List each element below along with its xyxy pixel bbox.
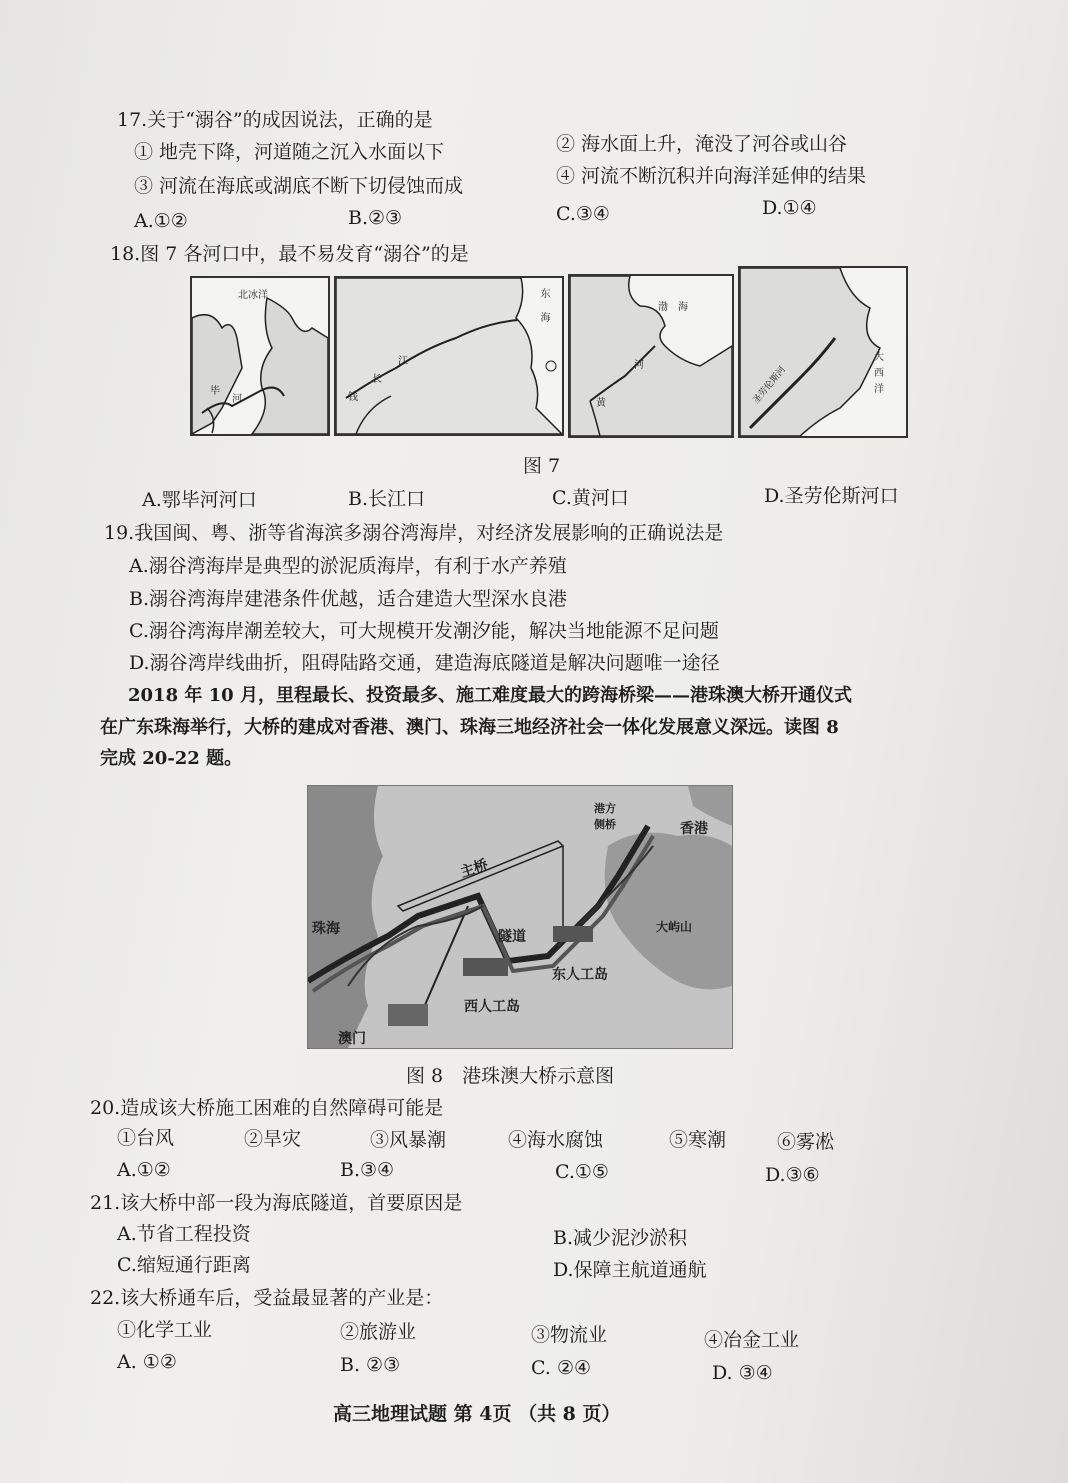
q19-option-b: B.溺谷湾海岸建港条件优越，适合建造大型深水良港 [129, 588, 568, 610]
q20-option-b: B.③④ [340, 1159, 395, 1181]
q20-item-4: ④海水腐蚀 [508, 1129, 604, 1151]
map-yellow-river [568, 274, 734, 438]
q22-option-a: A. ①② [117, 1351, 177, 1373]
fig8-west-island-label: 西人工岛 [464, 999, 520, 1015]
fig8-hongkong-label: 香港 [680, 821, 708, 837]
q19-option-d: D.溺谷湾岸线曲折，阻碍陆路交通，建造海底隧道是解决问题唯一途径 [129, 652, 720, 674]
q22-option-b: B. ②③ [340, 1354, 401, 1376]
yangtze-map-drawing [336, 278, 562, 434]
q17-option-d: D.①④ [762, 197, 817, 219]
map2-river-label-2: 长 [372, 374, 382, 385]
q19-stem: 19.我国闽、粤、浙等省海滨多溺谷湾海岸，对经济发展影响的正确说法是 [104, 522, 724, 544]
map1-river-label-2: 河 [232, 394, 242, 405]
map4-sea-label-3: 洋 [874, 384, 884, 395]
fig8-macao-label: 澳门 [338, 1031, 366, 1047]
map1-river-label-1: 毕 [210, 386, 220, 397]
map3-sea-label-1: 渤 [658, 302, 668, 313]
fig8-dayushan-label: 大屿山 [656, 920, 693, 934]
map1-sea-label: 北冰洋 [238, 290, 268, 301]
q21-option-b: B.减少泥沙淤积 [553, 1227, 688, 1249]
map4-river-label: 圣劳伦斯河 [751, 365, 788, 406]
map-yangtze-river [334, 276, 564, 436]
figure-8-caption: 图 8 港珠澳大桥示意图 [406, 1065, 615, 1087]
q22-stem: 22.该大桥通车后，受益最显著的产业是： [90, 1287, 444, 1309]
map-st-lawrence-river [738, 266, 908, 438]
q17-statement-3: ③ 河流在海底或湖底不断下切侵蚀而成 [134, 175, 464, 197]
q20-option-a: A.①② [117, 1159, 171, 1181]
q22-item-2: ②旅游业 [340, 1321, 417, 1343]
map3-sea-label-2: 海 [678, 302, 688, 313]
map2-sea-label-2: 海 [538, 312, 549, 322]
map3-river-label-1: 河 [634, 360, 644, 371]
q22-option-c: C. ②④ [531, 1357, 592, 1379]
fig8-main-bridge-label: 主桥 [458, 857, 491, 881]
q17-stem: 17.关于“溺谷”的成因说法，正确的是 [117, 109, 433, 131]
fig8-hk-bridge-label-1: 港方 [594, 802, 616, 815]
q19-option-a: A.溺谷湾海岸是典型的淤泥质海岸，有利于水产养殖 [129, 555, 567, 577]
q20-option-d: D.③⑥ [765, 1164, 820, 1186]
q21-option-a: A.节省工程投资 [117, 1223, 251, 1245]
q22-item-4: ④冶金工业 [704, 1329, 800, 1351]
q17-statement-4: ④ 河流不断沉积并向海洋延伸的结果 [556, 165, 867, 187]
q18-option-b: B.长江口 [348, 488, 426, 510]
q17-statement-1: ① 地壳下降，河道随之沉入水面以下 [134, 141, 445, 163]
q20-item-1: ①台风 [117, 1127, 175, 1149]
fig8-zhuhai-label: 珠海 [312, 921, 340, 937]
fig8-tunnel-label: 隧道 [498, 929, 526, 945]
map2-sea-label-1: 东 [538, 288, 549, 298]
passage-line-3: 完成 20-22 题。 [100, 748, 243, 769]
q18-stem: 18.图 7 各河口中，最不易发育“溺谷”的是 [110, 243, 469, 265]
q18-option-a: A.鄂毕河河口 [142, 489, 257, 511]
map2-river-label-1: 江 [398, 356, 408, 367]
fig8-hk-bridge-label-2: 侧桥 [594, 818, 616, 831]
fig8-east-island-label: 东人工岛 [552, 967, 608, 983]
q20-item-2: ②旱灾 [244, 1128, 302, 1150]
q22-item-3: ③物流业 [531, 1324, 608, 1346]
page-footer: 高三地理试题 第 4页 （共 8 页） [333, 1403, 621, 1425]
q22-option-d: D. ③④ [712, 1362, 773, 1384]
figure-8-bridge-diagram [307, 785, 733, 1049]
ob-river-map-drawing [192, 278, 328, 434]
passage-line-2: 在广东珠海举行，大桥的建成对香港、澳门、珠海三地经济社会一体化发展意义深远。读图 8 [100, 717, 839, 738]
q21-option-c: C.缩短通行距离 [117, 1254, 251, 1276]
q20-item-3: ③风暴潮 [370, 1129, 447, 1151]
q20-option-c: C.①⑤ [555, 1161, 609, 1183]
q18-option-d: D.圣劳伦斯河口 [764, 485, 899, 507]
map3-river-label-2: 黄 [596, 398, 606, 409]
q21-option-d: D.保障主航道通航 [553, 1259, 707, 1281]
map4-sea-label-2: 西 [874, 368, 884, 379]
q17-option-c: C.③④ [556, 203, 610, 225]
q17-option-b: B.②③ [348, 207, 403, 229]
map4-sea-label-1: 大 [874, 352, 884, 363]
q20-stem: 20.造成该大桥施工困难的自然障碍可能是 [90, 1097, 444, 1119]
q20-item-5: ⑤寒潮 [669, 1129, 727, 1151]
map-ob-river [190, 276, 330, 436]
q17-statement-2: ② 海水面上升，淹没了河谷或山谷 [556, 133, 848, 155]
figure-7-caption: 图 7 [523, 455, 561, 477]
q21-stem: 21.该大桥中部一段为海底隧道，首要原因是 [90, 1192, 463, 1214]
bridge-diagram-drawing [308, 786, 732, 1048]
yellow-river-map-drawing [570, 276, 732, 436]
passage-line-1: 2018 年 10 月，里程最长、投资最多、施工难度最大的跨海桥梁——港珠澳大桥开通仪式 [128, 685, 852, 706]
q19-option-c: C.溺谷湾海岸潮差较大，可大规模开发潮汐能，解决当地能源不足问题 [129, 620, 719, 642]
map2-river-label-3: 钱 [348, 392, 358, 403]
q17-option-a: A.①② [134, 210, 188, 232]
q20-item-6: ⑥雾凇 [777, 1131, 835, 1153]
q18-option-c: C.黄河口 [552, 487, 629, 509]
q22-item-1: ①化学工业 [117, 1319, 213, 1341]
